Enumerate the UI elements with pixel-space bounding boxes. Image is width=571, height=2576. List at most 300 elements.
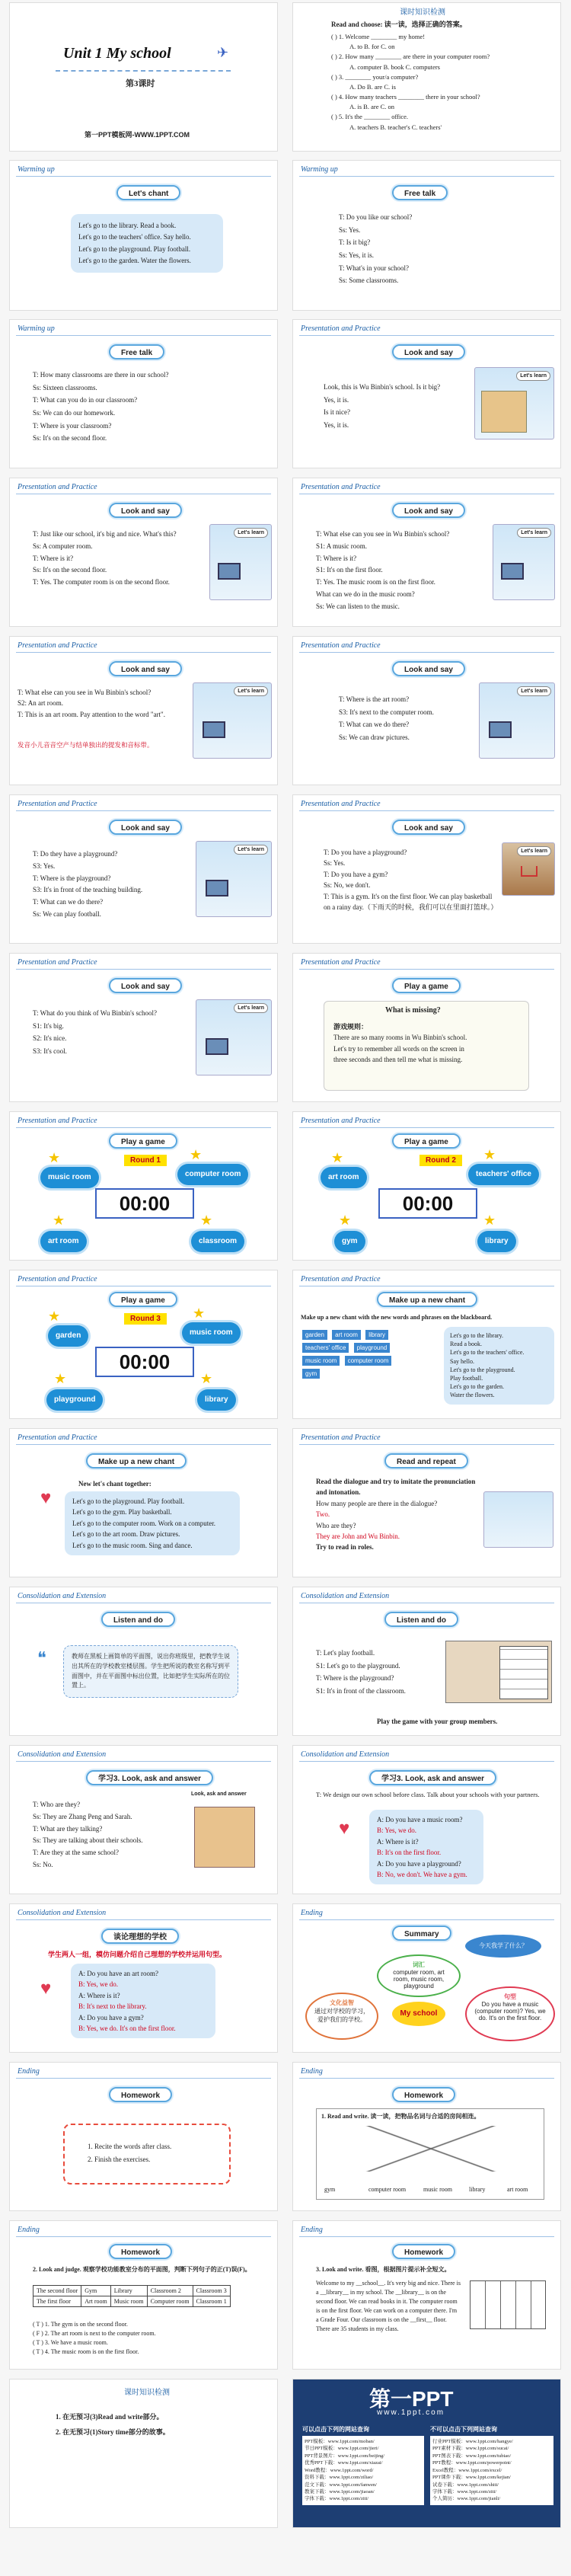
- dialogue-line: T: Just like our school, it's big and nice. What's this?: [33, 530, 177, 538]
- header-divider: [16, 1127, 271, 1128]
- match-label: library: [469, 2186, 486, 2193]
- sentence-text: Do you have a music (computer room)? Yes, we do. It's on the first floor.: [474, 2001, 546, 2021]
- dialogue-line: Look, this is Wu Binbin's school. Is it big?: [324, 383, 441, 391]
- dialogue-line: Ss: We can listen to the music.: [316, 602, 400, 610]
- words-title: 词汇: [413, 1961, 425, 1968]
- link-item[interactable]: 优秀PPT下载：www.1ppt.com/xiazai/: [305, 2460, 383, 2466]
- table-row: [33, 2296, 231, 2307]
- chant-line: Say hello.: [450, 1357, 474, 1365]
- question-line: Who are they?: [316, 1521, 356, 1529]
- lets-learn-bubble: Let's learn: [517, 846, 551, 856]
- slide-4: [292, 160, 561, 311]
- activity-pill: Look and say: [109, 661, 182, 676]
- slide-20: [292, 1428, 561, 1577]
- header-divider: [16, 1919, 271, 1920]
- lets-learn-bubble: Let's learn: [234, 1003, 268, 1013]
- dialogue-line: A: Where is it?: [377, 1837, 419, 1846]
- link-item[interactable]: 字体下载：www.1ppt.com/ziti/: [305, 2496, 369, 2502]
- header-divider: [16, 2236, 271, 2237]
- activity-pill: Make up a new chant: [377, 1292, 477, 1307]
- exercise-instruction: 1. Read and write. 读一读，把物品名词与合适的房间相连。: [321, 2113, 480, 2120]
- slide-banner: 课时知识检测: [400, 8, 445, 17]
- exercise-list: [331, 32, 490, 133]
- exercise-options: A. to B. for C. on: [349, 43, 395, 51]
- page-title: Unit 1 My school: [63, 45, 171, 62]
- word-tag: music room: [302, 1356, 340, 1366]
- section-header: Presentation and Practice: [18, 800, 97, 808]
- table-cell: Classroom 3: [193, 2286, 230, 2296]
- dialogue-line: T: Where is the playground?: [33, 874, 111, 882]
- dialogue: [324, 847, 499, 912]
- chant-line: Let's go to the gym. Play basketball.: [72, 1508, 172, 1517]
- school-picture: [474, 367, 554, 439]
- computer-icon: [206, 1038, 228, 1055]
- dialogue-line: Ss: No, we don't.: [324, 881, 371, 890]
- section-header: Ending: [301, 1909, 323, 1917]
- dialogue-line: Ss: We can do our homework.: [33, 408, 116, 417]
- exercise-instruction: 3. Look and write. 看图，根据图片提示补全短文。: [316, 2266, 451, 2273]
- dialogue-line: T: Do you like our school?: [339, 213, 413, 221]
- dialogue-line: A: Do you have a music room?: [377, 1816, 463, 1823]
- slide-3: [9, 160, 278, 311]
- chant-line: Let's go to the computer room. Work on a computer.: [72, 1519, 215, 1527]
- link-item[interactable]: 资料下载：www.1ppt.com/ziliao/: [305, 2475, 374, 2481]
- slide-15: [9, 1111, 278, 1261]
- dialogue-box: [369, 1810, 483, 1884]
- slide-12: [292, 794, 561, 944]
- school-picture: [179, 1791, 272, 1875]
- star-icon: ★: [193, 1306, 206, 1321]
- school-map-picture: [445, 1641, 552, 1703]
- lesson-label: 第3课时: [126, 79, 155, 88]
- star-icon: ★: [48, 1309, 61, 1324]
- round-label: Round 3: [124, 1313, 167, 1325]
- link-item[interactable]: 节日PPT模板：www.1ppt.com/jieri/: [305, 2446, 379, 2452]
- activity-pill: Look and say: [392, 661, 465, 676]
- section-header: Warming up: [301, 165, 338, 174]
- activity-pill: Look and say: [109, 978, 182, 993]
- chant-line: Let's go to the playground. Play football.: [78, 244, 191, 253]
- room-card: playground: [46, 1389, 103, 1411]
- header-divider: [16, 335, 271, 336]
- chant-line: Let's go to the music room. Sing and dance.: [72, 1541, 193, 1549]
- dialogue-line: A: Do you have a gym?: [78, 2013, 144, 2021]
- room-card: library: [477, 1231, 516, 1252]
- section-header: Presentation and Practice: [301, 1117, 381, 1125]
- culture-title: 文化益智: [330, 1999, 354, 2006]
- dialogue-line: T: Where is the playground?: [316, 1674, 394, 1683]
- homework-item: 2. Finish the exercises.: [88, 2156, 151, 2164]
- section-header: Consolidation and Extension: [18, 1592, 107, 1600]
- words-text: computer room, art room, music room, playground: [393, 1969, 445, 1990]
- activity-pill: Summary: [392, 1926, 451, 1941]
- computer-icon: [501, 563, 524, 580]
- matching-lines: [332, 2126, 530, 2172]
- link-item[interactable]: Excel教程：www.1ppt.com/excel/: [432, 2467, 502, 2473]
- chant-line: Water the flowers.: [450, 1392, 495, 1399]
- dialogue-line: T: This is a gym. It's on the first floor. We can play basketball on a rainy day.（下雨天的时候，我们可以在里面打篮球。）: [324, 892, 498, 911]
- link-item[interactable]: 个人简历：www.1ppt.com/jianli/: [432, 2496, 501, 2502]
- match-label: music room: [423, 2186, 452, 2193]
- judge-list: [33, 2320, 156, 2357]
- word-tag: art room: [332, 1330, 361, 1340]
- star-icon: ★: [483, 1147, 496, 1162]
- dialogue-line: T: Where is your classroom?: [33, 421, 112, 430]
- link-item[interactable]: Word教程：www.1ppt.com/word/: [305, 2467, 374, 2473]
- chant-line: Let's go to the playground.: [450, 1366, 515, 1373]
- table-cell: Art room: [81, 2296, 111, 2307]
- link-item[interactable]: PPT图表下载：www.1ppt.com/tubiao/: [432, 2453, 512, 2459]
- activity-pill: 谈论理想的学校: [101, 1929, 179, 1944]
- link-item[interactable]: 字体下载：www.1ppt.com/ziti/: [432, 2488, 497, 2495]
- table-cell: Gym: [81, 2286, 111, 2296]
- activity-instruction: Read the dialogue and try to imitate the pronunciation and intonation.: [316, 1478, 476, 1497]
- header-divider: [299, 335, 554, 336]
- activity-pill: Free talk: [392, 185, 448, 200]
- judge-line: ( T ) 1. The gym is on the second floor.: [33, 2321, 128, 2328]
- header-divider: [16, 176, 271, 177]
- dialogue: [33, 369, 169, 445]
- judge-line: ( F ) 2. The art room is next to the computer room.: [33, 2330, 156, 2337]
- star-icon: ★: [483, 1213, 496, 1228]
- title-underline: [56, 70, 231, 72]
- dialogue-line: S3: It's cool.: [33, 1047, 67, 1055]
- dialogue-line: S3: It's in front of the teaching building.: [33, 886, 143, 894]
- chant-line: Let's go to the library.: [450, 1332, 504, 1339]
- dialogue-line: T: What's in your school?: [339, 264, 409, 272]
- dialogue: [339, 211, 412, 287]
- section-header: Consolidation and Extension: [18, 1750, 107, 1759]
- dialogue-line: T: Let's play football.: [316, 1649, 375, 1657]
- slide-5: [9, 319, 278, 468]
- dialogue-line: T: What else can you see in Wu Binbin's school?: [18, 689, 152, 696]
- activity-pill: Look and say: [392, 344, 465, 360]
- dialogue-line: Yes, it is.: [324, 420, 349, 429]
- activity-pill: Play a game: [109, 1133, 177, 1149]
- right-links: [430, 2436, 553, 2505]
- section-header: Ending: [18, 2226, 40, 2234]
- countdown-timer: 00:00: [378, 1188, 477, 1219]
- lets-learn-bubble: Let's learn: [517, 686, 551, 696]
- left-links: [302, 2436, 424, 2505]
- school-picture: [196, 841, 272, 917]
- dialogue-line: T: Do you have a gym?: [324, 870, 388, 878]
- room-card: teachers' office: [468, 1164, 539, 1185]
- dialogue-line: B: It's on the first floor.: [377, 1849, 442, 1857]
- word-tag: garden: [302, 1330, 327, 1340]
- slide-banner: 课时知识检测: [124, 2389, 170, 2397]
- table-cell: Library: [110, 2286, 147, 2296]
- exercise-line: ( ) 1. Welcome ________ my home!: [331, 33, 426, 40]
- slide-25: [9, 1903, 278, 2053]
- word-tag: computer room: [345, 1356, 392, 1366]
- lets-learn-bubble: Let's learn: [517, 528, 551, 538]
- dialogue-line: T: Yes. The computer room is on the second floor.: [33, 578, 170, 586]
- word-tag: playground: [354, 1343, 391, 1353]
- slide-7: [9, 478, 278, 627]
- right-links-title: 不可以点击下列网站查询: [430, 2426, 497, 2433]
- slide-29: [9, 2220, 278, 2370]
- section-header: Presentation and Practice: [18, 1117, 97, 1125]
- slide-6: [292, 319, 561, 468]
- chant-box: [444, 1327, 554, 1405]
- question-line: How many people are there in the dialogue?: [316, 1499, 438, 1507]
- slide-18: [292, 1270, 561, 1419]
- header-divider: [299, 2236, 554, 2237]
- activity-instruction: Try to read in roles.: [316, 1543, 374, 1552]
- slide-30: [292, 2220, 561, 2370]
- dialogue-line: Ss: It's on the second floor.: [33, 566, 107, 574]
- lets-learn-bubble: Let's learn: [234, 528, 268, 538]
- activity-pill: Listen and do: [101, 1612, 175, 1627]
- activity-pill: Look and say: [392, 820, 465, 835]
- table-cell: Classroom 2: [147, 2286, 193, 2296]
- dialogue-line: T: Where is the art room?: [339, 695, 410, 703]
- room-card: art room: [321, 1167, 367, 1188]
- summary-sentence: [465, 1986, 555, 2041]
- dialogue-line: S2: It's nice.: [33, 1034, 67, 1043]
- header-divider: [299, 2078, 554, 2079]
- dialogue-line: Ss: A computer room.: [33, 542, 93, 550]
- dialogue-line: Ss: Yes, it is.: [339, 251, 375, 259]
- slide-8: [292, 478, 561, 627]
- heart-icon: ♥: [40, 1979, 52, 1999]
- room-card: computer room: [177, 1164, 248, 1185]
- exercise-options: A. is B. are C. on: [349, 103, 395, 111]
- activity-pill: Look and say: [109, 820, 182, 835]
- activity-pill: Let's chant: [116, 185, 180, 200]
- slide-14: [292, 953, 561, 1102]
- gym-picture: [502, 842, 555, 896]
- link-item[interactable]: 教案下载：www.1ppt.com/jiaoan/: [305, 2488, 375, 2495]
- slide-21: [9, 1587, 278, 1736]
- heart-icon: ♥: [339, 1819, 350, 1839]
- chant-line: Let's go to the garden. Water the flowers.: [78, 256, 191, 264]
- summary-words: [377, 1954, 461, 1997]
- room-card: library: [197, 1389, 236, 1411]
- look-ask-answer-caption: Look, ask and answer: [191, 1791, 247, 1797]
- header-divider: [299, 810, 554, 811]
- header-divider: [299, 1127, 554, 1128]
- dialogue: [316, 1476, 476, 1553]
- dialogue-line: T: This is an art room. Pay attention to the word "art".: [18, 710, 165, 718]
- section-header: Ending: [18, 2067, 40, 2076]
- lets-learn-bubble: Let's learn: [234, 845, 268, 855]
- exercise-line: ( ) 3. ________ your/a computer?: [331, 72, 419, 81]
- chant-line: Read a book.: [450, 1341, 482, 1348]
- room-card: art room: [40, 1231, 87, 1252]
- rules-line: Let's try to remember all words on the screen in: [333, 1044, 464, 1053]
- dialogue-line: T: Is it big?: [339, 238, 371, 247]
- header-divider: [16, 652, 271, 653]
- homework-list: [88, 2140, 171, 2166]
- link-item[interactable]: PPT课件下载：www.1ppt.com/kejian/: [432, 2475, 511, 2481]
- section-header: Warming up: [18, 165, 55, 174]
- room-card: music room: [182, 1322, 241, 1344]
- culture-text: 通过对学校的学习，爱护我们的学校。: [314, 2008, 369, 2023]
- summary-center: My school: [392, 2002, 445, 2026]
- chant-line: Let's go to the teachers' office.: [450, 1349, 525, 1357]
- exercise-line: ( ) 2. How many ________ are there in your computer room?: [331, 53, 490, 61]
- cloze-paragraph: Welcome to my __school__. It's very big and nice. There is a __library__ in my school. The __library__ is on the second floor. We can read books in it. The computer room is on the first floor. We can work on a computer there. I'm a Grade Four. Our classroom is on the __first__ floor. There are 35 students in my class.: [316, 2280, 461, 2332]
- sentence-title: 句型: [504, 1993, 516, 2000]
- dialogue: [33, 1799, 143, 1871]
- homework-box: [63, 2124, 231, 2184]
- chant-line: Let's go to the art room. Draw pictures.: [72, 1530, 180, 1539]
- chant-line: Let's go to the teachers' office. Say hello.: [78, 233, 191, 241]
- dialogue-line: T: What do you think of Wu Binbin's school?: [33, 1009, 157, 1017]
- game-panel: [324, 1001, 529, 1091]
- judge-line: ( T ) 3. We have a music room.: [33, 2339, 108, 2346]
- map-grid: [499, 1646, 548, 1699]
- round-label: Round 2: [419, 1155, 462, 1166]
- dialogue-line: T: Are they at the same school?: [33, 1849, 120, 1856]
- homework-item: 1. Recite the words after class.: [88, 2143, 172, 2150]
- school-picture: [479, 682, 555, 759]
- dialogue-line: T: Yes. The music room is on the first floor.: [316, 578, 435, 586]
- activity-pill: Play a game: [392, 1133, 461, 1149]
- instruction-box: 教师在黑板上画简单的平面图，说出你班级里，把教学生说出其所在的学校教室楼层图。学生把所说的教室名称写到平面图中，并在平面图中标出位置，比如把学生实际所在的位置上。: [63, 1645, 238, 1698]
- dialogue-line: S1: It's on the first floor.: [316, 566, 383, 574]
- header-divider: [299, 1761, 554, 1762]
- link-item[interactable]: 范文下载：www.1ppt.com/fanwen/: [305, 2482, 377, 2488]
- room-card: music room: [40, 1167, 99, 1188]
- star-icon: ★: [54, 1371, 67, 1386]
- dialogue-line: Ss: Some classrooms.: [339, 276, 399, 285]
- link-item[interactable]: 试卷下载：www.1ppt.com/shiti/: [432, 2482, 499, 2488]
- word-tag: teachers' office: [302, 1343, 349, 1353]
- link-item[interactable]: PPT教程：www.1ppt.com/powerpoint/: [432, 2460, 512, 2466]
- table-cell: The second floor: [33, 2286, 81, 2296]
- dialogue: [18, 687, 185, 720]
- slide-28: [292, 2062, 561, 2211]
- star-icon: ★: [331, 1150, 344, 1165]
- room-card: classroom: [191, 1231, 244, 1252]
- dialogue-line: B: Yes, we do. It's on the first floor.: [78, 2024, 176, 2032]
- match-label: gym: [324, 2186, 336, 2193]
- header-divider: [299, 969, 554, 970]
- section-header: Ending: [301, 2067, 323, 2076]
- activity-pill: Free talk: [109, 344, 164, 360]
- section-header: Ending: [301, 2226, 323, 2234]
- slide-footer: 第一PPT模板网-WWW.1PPT.COM: [85, 131, 190, 139]
- link-item[interactable]: PPT素材下载：www.1ppt.com/sucai/: [432, 2446, 509, 2452]
- table-cell: Computer room: [147, 2296, 193, 2307]
- link-item[interactable]: PPT模板：www.1ppt.com/moban/: [305, 2439, 375, 2444]
- chant-line: Let's go to the library. Read a book.: [78, 222, 177, 229]
- header-divider: [16, 1444, 271, 1445]
- section-header: Presentation and Practice: [301, 1433, 381, 1442]
- word-tag: library: [365, 1330, 388, 1340]
- section-header: Presentation and Practice: [18, 483, 97, 491]
- star-icon: ★: [200, 1371, 213, 1386]
- section-header: Consolidation and Extension: [301, 1592, 390, 1600]
- dialogue-line: A: Do you have a playground?: [377, 1859, 461, 1868]
- header-divider: [16, 969, 271, 970]
- chant-line: Let's go to the playground. Play football.: [72, 1497, 185, 1505]
- school-picture: [193, 682, 272, 759]
- header-divider: [16, 1761, 271, 1762]
- slide-10: [292, 636, 561, 785]
- instruction-icon: ❝: [37, 1648, 46, 1667]
- table-cell: Classroom 1: [193, 2296, 230, 2307]
- dialogue: [339, 693, 434, 744]
- dialogue-line: B: It's next to the library.: [78, 2002, 147, 2011]
- computer-icon: [218, 563, 241, 580]
- dialogue-line: Ss: We can draw pictures.: [339, 733, 410, 741]
- dialogue-line: T: What can we do there?: [33, 898, 104, 906]
- star-icon: ★: [53, 1213, 65, 1228]
- exercise-line: ( ) 4. How many teachers ________ there in your school?: [331, 93, 480, 101]
- header-divider: [299, 176, 554, 177]
- table-cell: The first floor: [33, 2296, 81, 2307]
- exercise-panel: [316, 2108, 544, 2200]
- exercise-options: A. teachers B. teacher's C. teachers': [349, 123, 442, 131]
- dialogue-line: B: No, we don't. We have a gym.: [377, 1870, 467, 1878]
- activity-pill: Read and repeat: [384, 1453, 468, 1469]
- computer-icon: [203, 721, 225, 738]
- slide-19: [9, 1428, 278, 1577]
- dialogue-line: B: Yes, we do.: [78, 1980, 119, 1989]
- floor-plan-picture: [470, 2280, 546, 2329]
- dialogue: [316, 1647, 406, 1698]
- chant-line: Let's go to the garden.: [450, 1383, 504, 1391]
- lets-learn-bubble: Let's learn: [234, 686, 268, 696]
- homework-item: 1. 在无预习(3)Read and write部分。: [56, 2413, 164, 2421]
- star-icon: ★: [48, 1150, 61, 1165]
- link-item[interactable]: PPT背景图片：www.1ppt.com/beijing/: [305, 2453, 385, 2459]
- table-row: [33, 2286, 231, 2296]
- exercise-line: ( ) 5. It's the ________ office.: [331, 113, 408, 121]
- homework-item: 2. 在无预习(1)Story time部分的故事。: [56, 2427, 170, 2436]
- dialogue-line: S1: A music room.: [316, 542, 368, 550]
- dialogue-line: T: Do you have a playground?: [324, 849, 407, 856]
- dialogue: [33, 1007, 157, 1058]
- slide-1: [9, 2, 278, 152]
- dialogue-line: T: Where is it?: [33, 554, 74, 562]
- school-building-icon: [194, 1807, 255, 1868]
- activity-pill: 学习3. Look, ask and answer: [369, 1770, 496, 1785]
- dialogue-line: Ss: They are talking about their schools.: [33, 1836, 143, 1845]
- match-label: computer room: [368, 2186, 407, 2193]
- slide-16: [292, 1111, 561, 1261]
- dialogue-line: Ss: No.: [33, 1860, 53, 1868]
- game-title: What is missing?: [385, 1006, 441, 1015]
- floor-plan-table: [33, 2285, 231, 2307]
- school-picture: [493, 524, 555, 600]
- slide-2: [292, 2, 561, 152]
- activity-pill: Homework: [109, 2087, 172, 2102]
- link-item[interactable]: 行业PPT模板：www.1ppt.com/hangye/: [432, 2439, 513, 2444]
- dialogue: [33, 849, 142, 921]
- slide-26: [292, 1903, 561, 2053]
- star-icon: ★: [339, 1213, 352, 1228]
- judge-line: ( T ) 4. The music room is on the first floor.: [33, 2348, 139, 2355]
- answer-line: Two.: [316, 1510, 330, 1519]
- activity-pill: 学习3. Look, ask and answer: [86, 1770, 213, 1785]
- activity-pill: Look and say: [109, 503, 182, 518]
- section-header: Presentation and Practice: [301, 641, 381, 650]
- exercise-options: A. computer B. book C. computers: [349, 62, 440, 71]
- dialogue-line: S1: Let's go to the playground.: [316, 1661, 400, 1670]
- word-tag: gym: [302, 1369, 320, 1379]
- rules-title: 游戏规则：: [333, 1023, 368, 1031]
- homework-list: [56, 2410, 170, 2440]
- dialogue-line: S3: It's next to the computer room.: [339, 708, 434, 716]
- rules-line: There are so many rooms in Wu Binbin's school.: [333, 1034, 467, 1042]
- activity-pill: Play a game: [392, 978, 461, 993]
- section-header: Presentation and Practice: [18, 641, 97, 650]
